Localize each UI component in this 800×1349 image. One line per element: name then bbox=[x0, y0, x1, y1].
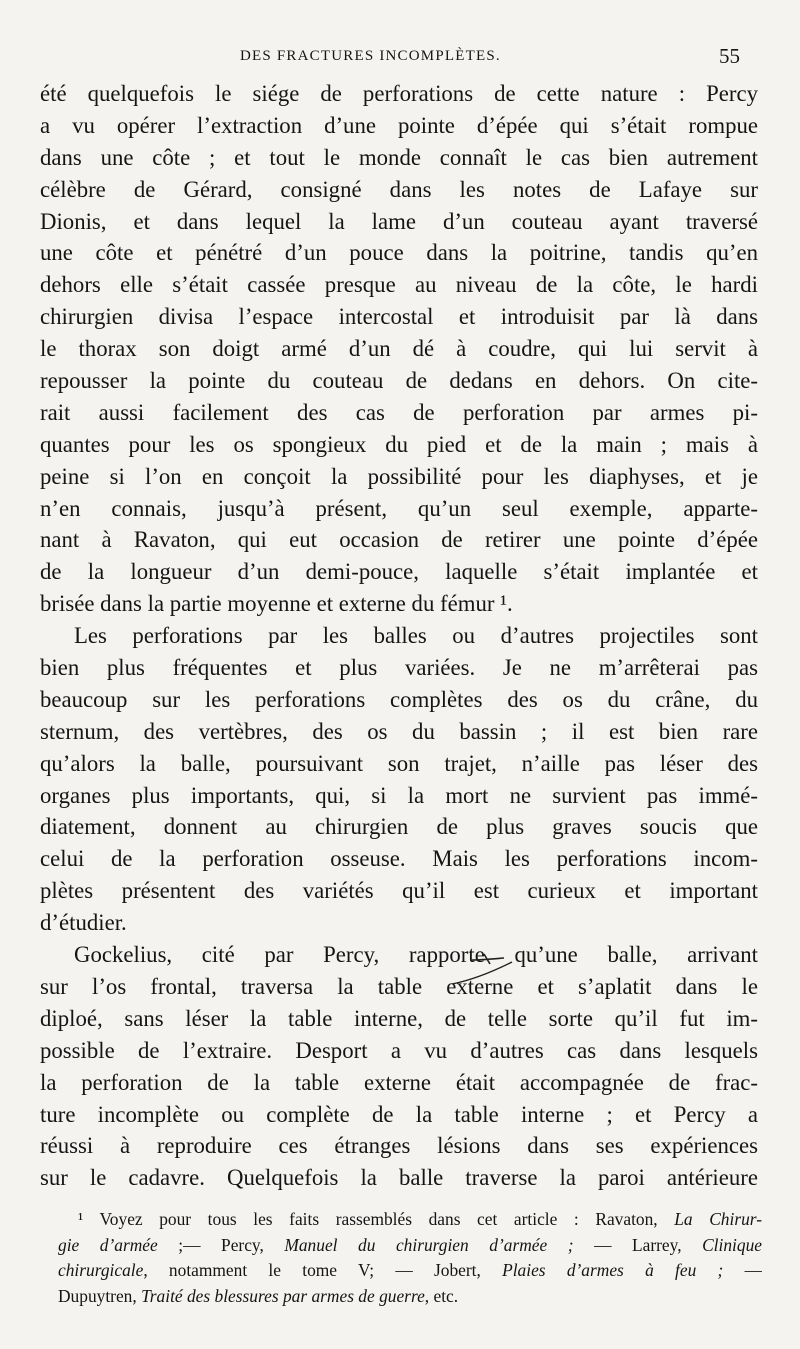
text-line: qu’alors la balle, poursuivant son trajet, n’aille pas léser des bbox=[40, 750, 758, 776]
text-line: quantes pour les os spongieux du pied et de la main ; mais à bbox=[40, 431, 758, 457]
footnote-line bbox=[58, 1207, 762, 1233]
text-line: Les perforations par les balles ou d’autres projectiles sont bbox=[74, 623, 758, 649]
page-number: 55 bbox=[719, 44, 740, 68]
footnote-text: — Larrey, bbox=[573, 1234, 703, 1255]
text-line: célèbre de Gérard, consigné dans les notes de Lafaye sur bbox=[40, 176, 758, 202]
text-line: nant à Ravaton, qui eut occasion de retirer une pointe d’épée bbox=[40, 527, 758, 553]
text-line: celui de la perforation osseuse. Mais les perforations incom- bbox=[40, 846, 758, 872]
footnote-italic-text: Traité des blessures par armes de guerre bbox=[141, 1285, 425, 1306]
text-line: été quelquefois le siége de perforations de cette nature : Percy bbox=[40, 81, 758, 106]
text-line: réussi à reproduire ces étranges lésions dans ses expériences bbox=[40, 1133, 758, 1159]
footnote-italic-text: Plaies d’armes à feu ; bbox=[502, 1260, 724, 1280]
footnote-italic-text: Manuel du chirurgien d’armée ; bbox=[284, 1234, 574, 1255]
text-line: la perforation de la table externe était accompagnée de frac- bbox=[40, 1069, 758, 1095]
footnote-italic-text: gie d’armée bbox=[58, 1234, 158, 1255]
footnote-text: Dupuytren, bbox=[58, 1285, 142, 1306]
text-line: de la longueur d’un demi-pouce, laquelle s’était implantée et bbox=[40, 559, 758, 585]
text-line: sternum, des vertèbres, des os du bassin ; il est bien rare bbox=[40, 718, 758, 744]
text-line: beaucoup sur les perforations complètes des os du crâne, du bbox=[40, 686, 758, 712]
footnote-text: , etc. bbox=[424, 1285, 459, 1306]
text-line: Gockelius, cité par Percy, rapporte qu’une balle, arrivant bbox=[74, 942, 758, 968]
text-line: repousser la pointe du couteau de dedans en dehors. On cite- bbox=[40, 368, 758, 394]
body-text bbox=[40, 78, 758, 1194]
text-line: a vu opérer l’extraction d’une pointe d’épée qui s’était rompue bbox=[40, 112, 758, 138]
footnote-text: , notamment le tome V; — Jobert, bbox=[143, 1260, 503, 1280]
text-line: peine si l’on en conçoit la possibilité pour les diaphyses, et je bbox=[40, 463, 758, 489]
text-line: sur l’os frontal, traversa la table externe et s’aplatit dans le bbox=[40, 973, 758, 999]
footnote-text: ;— Percy, bbox=[157, 1234, 285, 1255]
footnote-text: — bbox=[723, 1260, 762, 1280]
text-line: rait aussi facilement des cas de perforation par armes pi- bbox=[40, 399, 758, 425]
text-line: d’étudier. bbox=[40, 910, 127, 936]
footnote-line bbox=[58, 1233, 762, 1259]
page-header bbox=[0, 44, 800, 72]
text-line: possible de l’extraire. Desport a vu d’autres cas dans lesquels bbox=[40, 1037, 758, 1063]
text-line: diploé, sans léser la table interne, de telle sorte qu’il fut im- bbox=[40, 1005, 758, 1031]
handwritten-ink-mark bbox=[412, 950, 532, 990]
text-line: dehors elle s’était cassée presque au niveau de la côte, le hardi bbox=[40, 272, 758, 298]
footnote-line bbox=[58, 1258, 762, 1284]
text-line: brisée dans la partie moyenne et externe du fémur ¹. bbox=[40, 591, 513, 617]
text-line: chirurgien divisa l’espace intercostal et introduisit par là dans bbox=[40, 304, 758, 330]
footnote-italic-text: chirurgicale bbox=[58, 1260, 144, 1280]
footnote-text: ¹ Voyez pour tous les faits rassemblés dans cet article : Ravaton, bbox=[78, 1209, 675, 1229]
footnote-italic-text: Clinique bbox=[702, 1234, 762, 1255]
running-title: DES FRACTURES INCOMPLÈTES. bbox=[240, 48, 501, 64]
text-line: Dionis, et dans lequel la lame d’un couteau ayant traversé bbox=[40, 208, 758, 234]
text-line: bien plus fréquentes et plus variées. Je ne m’arrêterai pas bbox=[40, 655, 758, 681]
text-line: sur le cadavre. Quelquefois la balle traverse la paroi antérieure bbox=[40, 1165, 758, 1191]
text-line: diatement, donnent au chirurgien de plus graves soucis que bbox=[40, 814, 758, 840]
text-line: dans une côte ; et tout le monde connaît le cas bien autrement bbox=[40, 144, 758, 170]
footnote-italic-text: La Chirur- bbox=[674, 1209, 762, 1229]
footnote-line bbox=[58, 1284, 762, 1310]
text-line: ture incomplète ou complète de la table interne ; et Percy a bbox=[40, 1101, 758, 1127]
text-line: n’en connais, jusqu’à présent, qu’un seul exemple, apparte- bbox=[40, 495, 758, 521]
footnote bbox=[58, 1207, 762, 1309]
text-line: une côte et pénétré d’un pouce dans la poitrine, tandis qu’en bbox=[40, 240, 758, 266]
text-line: le thorax son doigt armé d’un dé à coudre, qui lui servit à bbox=[40, 336, 758, 362]
text-line: plètes présentent des variétés qu’il est curieux et important bbox=[40, 878, 758, 904]
text-line: organes plus importants, qui, si la mort ne survient pas immé- bbox=[40, 782, 758, 808]
